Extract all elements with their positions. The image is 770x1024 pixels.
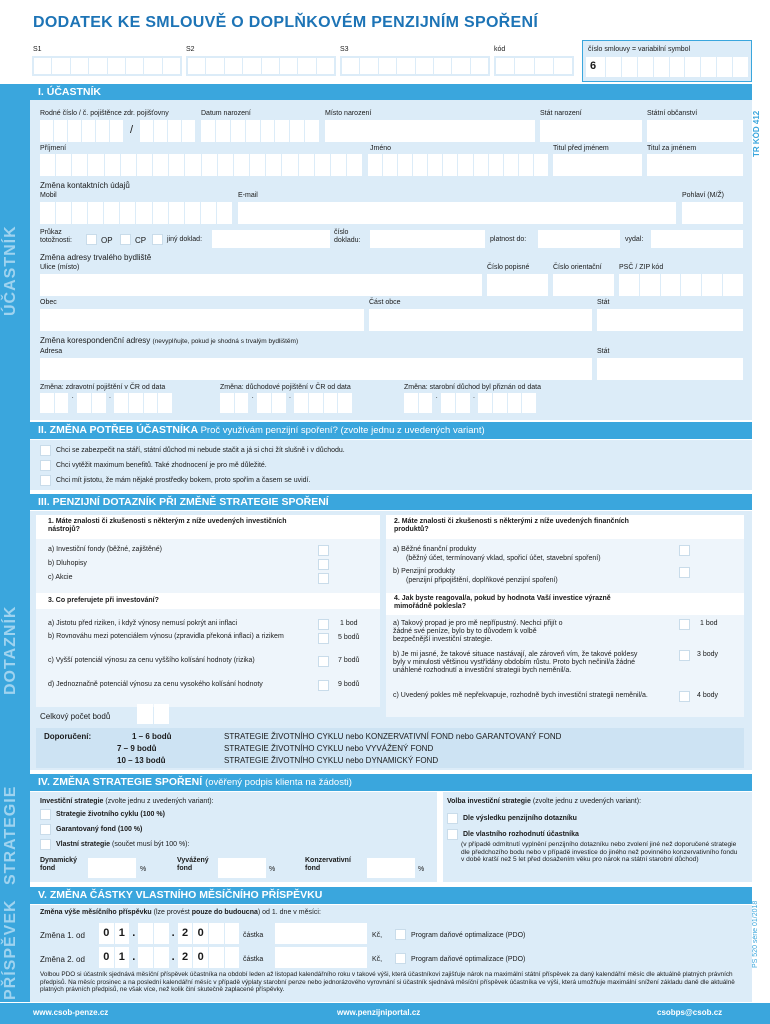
change-1-currency: Kč, bbox=[372, 932, 383, 939]
rec-1-points: 1 – 6 bodů bbox=[132, 732, 172, 741]
change-2-currency: Kč, bbox=[372, 956, 383, 963]
q4c-checkbox[interactable] bbox=[679, 691, 690, 702]
s2-label: S2 bbox=[186, 46, 195, 53]
pdo-note: Volbou PDO si účastník sjednává měsíční příspěvek účastníka na období leden až listopad kalendářního roku v takové výši, která účastníkovi zajišťuje nárok na maximální státní příspěvek za daný kalendářní měsíc dle aktuálně platných právních předpisů. Na měsíc prosinec a na poslední kalendářní měsíc v případě výplaty starobní penze nebo jednorázového vyrovnání si účastník sjednává měsíční příspěvek účastníka ve výši, která umožňuje maximální snížení základu daně dle aktuálně platných právních předpisů, ne však více, než kolik činí skutečně zaplacené příspěvky. bbox=[40, 971, 735, 994]
by-questionnaire-label: Dle výsledku penzijního dotazníku bbox=[463, 815, 577, 822]
title-before-label: Titul před jménem bbox=[553, 145, 609, 152]
change-1-pdo-label: Program daňové optimalizace (PDO) bbox=[411, 932, 526, 939]
conservative-fund-pct: % bbox=[418, 866, 425, 873]
citizenship-label: Státní občanství bbox=[647, 110, 698, 117]
rc-label: Rodné číslo / č. pojištěnce zdr. pojišťovny bbox=[40, 110, 169, 117]
street-label: Ulice (místo) bbox=[40, 264, 80, 271]
life-cycle-label: Strategie životního cyklu (100 %) bbox=[56, 811, 165, 818]
old-age-pension-label: Změna: starobní důchod byl přiznán od data bbox=[404, 384, 541, 391]
pension-insurance-date-input[interactable]: . . bbox=[220, 393, 352, 413]
health-insurance-change-label: Změna: zdravotní pojištění v ČR od data bbox=[40, 384, 166, 391]
id-card-label: Průkaz totožnosti: bbox=[40, 229, 72, 244]
psc-label: PSČ / ZIP kód bbox=[619, 264, 664, 271]
cp-label: CP bbox=[135, 236, 147, 245]
by-questionnaire-checkbox[interactable] bbox=[447, 813, 458, 824]
own-strategy-checkbox[interactable] bbox=[40, 839, 51, 850]
by-own-decision-note: (v případě odmítnutí vyplnění penzijního dotazníku nebo zvolení jiné než doporučené strategie dle předchozího bodu nebo v případě investice do jiného než povinného konzervativního fondu v době kratší než 5 let před dosažením věku pro nárok na státní starobní důchod) bbox=[461, 841, 738, 864]
s3-input[interactable] bbox=[340, 56, 490, 76]
q3b-label: b) Rovnováhu mezi potenciálem výnosu (zpravidla překoná inflaci) a rizikem bbox=[48, 633, 284, 640]
total-points-label: Celkový počet bodů bbox=[40, 712, 111, 721]
s3-label: S3 bbox=[340, 46, 349, 53]
other-doc-checkbox[interactable] bbox=[152, 234, 163, 245]
q2a-sub: (běžný účet, termínovaný vklad, spořicí účet, stavební spoření) bbox=[406, 555, 601, 562]
footer-email[interactable]: csobps@csob.cz bbox=[657, 1008, 723, 1017]
title-after-input[interactable] bbox=[647, 154, 743, 176]
q3-text: 3. Co preferujete při investování? bbox=[48, 597, 159, 604]
q3c-checkbox[interactable] bbox=[318, 656, 329, 667]
guaranteed-fund-label: Garantovaný fond (100 %) bbox=[56, 826, 143, 833]
need-option-1-checkbox[interactable] bbox=[40, 445, 51, 456]
q4a-points: 1 bod bbox=[700, 620, 718, 627]
need-option-3-checkbox[interactable] bbox=[40, 475, 51, 486]
q3d-points: 9 bodů bbox=[338, 681, 360, 688]
q3b-points: 5 bodů bbox=[338, 634, 360, 641]
balanced-fund-label: Vyvážený fond bbox=[177, 857, 209, 873]
contribution-intro: Změna výše měsíčního příspěvku (lze provést pouze do budoucna) od 1. dne v měsíci: bbox=[40, 909, 321, 916]
birth-date-label: Datum narození bbox=[201, 110, 251, 117]
q4b-label: b) Je mi jasné, že takové situace nastávají, ale zároveň vím, že takové poklesy byly v minulosti většinou vystřídány obdobím růstu. Proto bych nečinil/a žádné unáhlené rozhodnutí a investiční strategii bych neměnil/a. bbox=[393, 651, 638, 675]
q1b-checkbox[interactable] bbox=[318, 559, 329, 570]
change-1-label: Změna 1. od bbox=[40, 931, 85, 940]
contract-number-input[interactable]: 6 bbox=[586, 57, 748, 77]
section-3-header: III. PENZIJNÍ DOTAZNÍK PŘI ZMĚNĚ STRATEGIE SPOŘENÍ bbox=[30, 494, 752, 510]
orientation-number-input[interactable] bbox=[553, 274, 614, 296]
birth-state-label: Stát narození bbox=[540, 110, 582, 117]
rec-2-text: STRATEGIE ŽIVOTNÍHO CYKLU nebo VYVÁŽENÝ FOND bbox=[224, 744, 434, 753]
change-1-amount-input[interactable] bbox=[275, 923, 367, 944]
side-label-dotaznik: DOTAZNÍK bbox=[2, 605, 19, 695]
doc-number-input[interactable] bbox=[370, 230, 485, 248]
issuer-label: vydal: bbox=[625, 236, 644, 243]
own-strategy-label: Vlastní strategie (součet musí být 100 %): bbox=[56, 841, 190, 848]
change-2-amount-label: částka bbox=[243, 956, 264, 963]
q4c-points: 4 body bbox=[697, 692, 719, 699]
q4-text: 4. Jak byste reagoval/a, pokud by hodnota Vaší investice výrazně mimořádně poklesla? bbox=[394, 595, 611, 611]
conservative-fund-input[interactable] bbox=[367, 858, 415, 878]
kod-label: kód bbox=[494, 46, 506, 53]
valid-until-label: platnost do: bbox=[490, 236, 527, 243]
house-number-label: Číslo popisné bbox=[487, 264, 530, 271]
birth-date-input[interactable] bbox=[201, 120, 319, 142]
dynamic-fund-label: Dynamický fond bbox=[40, 857, 77, 873]
tr-kod: TR KÓD 412 bbox=[752, 110, 761, 157]
q3c-label: c) Vyšší potenciál výnosu za cenu vyššího kolísání hodnoty (rizika) bbox=[48, 657, 255, 664]
name-label: Jméno bbox=[370, 145, 392, 152]
life-cycle-checkbox[interactable] bbox=[40, 809, 51, 820]
gender-input[interactable] bbox=[682, 202, 743, 224]
birth-state-input[interactable] bbox=[540, 120, 642, 142]
q3d-label: d) Jednoznačně potenciál výnosu za cenu vysokého kolísání hodnoty bbox=[48, 681, 263, 688]
corr-address-change-label: Změna korespondenční adresy (nevyplňujte, pokud je shodná s trvalým bydlištěm) bbox=[40, 336, 299, 345]
corr-address-label: Adresa bbox=[40, 348, 63, 355]
q2b-label: b) Penzijní produkty bbox=[393, 568, 455, 575]
corr-state-label: Stát bbox=[597, 348, 610, 355]
change-2-label: Změna 2. od bbox=[40, 955, 85, 964]
permanent-address-change-label: Změna adresy trvalého bydliště bbox=[40, 253, 152, 262]
q2b-sub: (penzijní připojištění, doplňkové penzijní spoření) bbox=[406, 577, 558, 584]
total-points-input[interactable] bbox=[137, 704, 169, 724]
contract-number-label: číslo smlouvy = variabilní symbol bbox=[588, 46, 691, 53]
change-2-date-input[interactable]: 0 1 . . 2 0 bbox=[99, 947, 239, 968]
op-label: OP bbox=[101, 236, 113, 245]
recommendation-label: Doporučení: bbox=[44, 732, 92, 741]
q4a-checkbox[interactable] bbox=[679, 619, 690, 630]
town-part-label: Část obce bbox=[369, 299, 401, 306]
section-2-header: II. ZMĚNA POTŘEB ÚČASTNÍKA Proč využívám penzijní spoření? (zvolte jednu z uvedených variant) bbox=[30, 422, 752, 439]
street-input[interactable] bbox=[40, 274, 482, 296]
town-part-input[interactable] bbox=[369, 309, 592, 331]
surname-label: Příjmení bbox=[40, 145, 67, 152]
q2a-checkbox[interactable] bbox=[679, 545, 690, 556]
email-input[interactable] bbox=[238, 202, 676, 224]
rec-3-text: STRATEGIE ŽIVOTNÍHO CYKLU nebo DYNAMICKÝ FOND bbox=[224, 756, 439, 765]
q4a-label: a) Takový propad je pro mě nepřípustný. Nechci přijít o žádné své peníze, bylo by to důvodem k volbě bezpečnější investiční strategie. bbox=[393, 620, 563, 644]
s1-input[interactable] bbox=[32, 56, 182, 76]
birth-place-label: Místo narození bbox=[325, 110, 372, 117]
by-own-decision-checkbox[interactable] bbox=[447, 829, 458, 840]
form-title: DODATEK KE SMLOUVĚ O DOPLŇKOVÉM PENZIJNÍM SPOŘENÍ bbox=[33, 14, 539, 31]
rec-2-points: 7 – 9 bodů bbox=[117, 744, 157, 753]
dynamic-fund-pct: % bbox=[140, 866, 147, 873]
state-label: Stát bbox=[597, 299, 610, 306]
need-option-3-label: Chci mít jistotu, že mám nějaké prostředky bokem, proto spořím a časem se uvidí. bbox=[56, 477, 311, 484]
mobile-label: Mobil bbox=[40, 192, 57, 199]
need-option-2-label: Chci vytěžit maximum benefitů. Také zhodnocení je pro mě důležité. bbox=[56, 462, 267, 469]
doc-number-label: číslo dokladu: bbox=[334, 229, 361, 244]
pension-insurance-change-label: Změna: důchodové pojištění v ČR od data bbox=[220, 384, 351, 391]
section-1-header: I. ÚČASTNÍK bbox=[30, 84, 752, 100]
balanced-fund-input[interactable] bbox=[218, 858, 266, 878]
kod-input[interactable] bbox=[494, 56, 574, 76]
valid-until-input[interactable] bbox=[538, 230, 620, 248]
q3c-points: 7 bodů bbox=[338, 657, 360, 664]
title-before-input[interactable] bbox=[553, 154, 642, 176]
q3a-label: a) Jistotu před riziken, i když výnosy nemusí pokrýt ani inflaci bbox=[48, 620, 238, 627]
rec-3-points: 10 – 13 bodů bbox=[117, 756, 166, 765]
balanced-fund-pct: % bbox=[269, 866, 276, 873]
need-option-1-label: Chci se zabezpečit na stáří, státní důchod mi nebude stačit a já si chci žít slušně i v důchodu. bbox=[56, 447, 345, 454]
name-input[interactable] bbox=[368, 154, 548, 176]
footer-web-csob-penze[interactable]: www.csob-penze.cz bbox=[33, 1008, 109, 1017]
surname-input[interactable] bbox=[40, 154, 362, 176]
town-label: Obec bbox=[40, 299, 57, 306]
email-label: E-mail bbox=[238, 192, 258, 199]
title-after-label: Titul za jménem bbox=[647, 145, 697, 152]
strategy-choice-label: Volba investiční strategie (zvolte jednu z uvedených variant): bbox=[447, 798, 642, 805]
q3b-checkbox[interactable] bbox=[318, 633, 329, 644]
contact-change-label: Změna kontaktních údajů bbox=[40, 181, 130, 190]
gender-label: Pohlaví (M/Ž) bbox=[682, 192, 725, 199]
change-1-date-input[interactable]: 0 1 . . 2 0 bbox=[99, 923, 239, 944]
q1c-label: c) Akcie bbox=[48, 574, 73, 581]
q3d-checkbox[interactable] bbox=[318, 680, 329, 691]
q1b-label: b) Dluhopisy bbox=[48, 560, 87, 567]
corr-state-input[interactable] bbox=[597, 358, 743, 380]
change-1-amount-label: částka bbox=[243, 932, 264, 939]
rec-1-text: STRATEGIE ŽIVOTNÍHO CYKLU nebo KONZERVATIVNÍ FOND nebo GARANTOVANÝ FOND bbox=[224, 732, 562, 741]
s2-input[interactable] bbox=[186, 56, 336, 76]
corr-address-input[interactable] bbox=[40, 358, 592, 380]
section-4-divider bbox=[437, 792, 443, 882]
op-checkbox[interactable] bbox=[86, 234, 97, 245]
section-5-header: V. ZMĚNA ČÁSTKY VLASTNÍHO MĚSÍČNÍHO PŘÍSPĚVKU bbox=[30, 887, 752, 904]
q1-text: 1. Máte znalosti či zkušenosti s některým z níže uvedených investičních nástrojů? bbox=[48, 518, 287, 534]
health-insurance-date-input[interactable]: . . bbox=[40, 393, 172, 413]
house-number-input[interactable] bbox=[487, 274, 548, 296]
change-2-amount-input[interactable] bbox=[275, 947, 367, 968]
side-label-prispevek: PŘÍSPĚVEK bbox=[2, 899, 19, 1000]
section-4-header: IV. ZMĚNA STRATEGIE SPOŘENÍ (ověřený podpis klienta na žádosti) bbox=[30, 774, 752, 791]
q1c-checkbox[interactable] bbox=[318, 573, 329, 584]
birth-place-input[interactable] bbox=[325, 120, 535, 142]
s1-label: S1 bbox=[33, 46, 42, 53]
need-option-2-checkbox[interactable] bbox=[40, 460, 51, 471]
q3a-checkbox[interactable] bbox=[318, 619, 329, 630]
by-own-decision-label: Dle vlastního rozhodnutí účastníka bbox=[463, 831, 579, 838]
guaranteed-fund-checkbox[interactable] bbox=[40, 824, 51, 835]
q2-text: 2. Máte znalosti či zkušenosti s některými z níže uvedených finančních produktů? bbox=[394, 518, 629, 534]
q2b-checkbox[interactable] bbox=[679, 567, 690, 578]
q1a-label: a) Investiční fondy (běžné, zajištěné) bbox=[48, 546, 163, 553]
dynamic-fund-input[interactable] bbox=[88, 858, 136, 878]
series-code: PS 520 série 01/2018 bbox=[752, 900, 759, 968]
q4b-checkbox[interactable] bbox=[679, 650, 690, 661]
conservative-fund-label: Konzervativní fond bbox=[305, 857, 351, 873]
q2a-label: a) Běžné finanční produkty bbox=[393, 546, 477, 553]
old-age-pension-date-input[interactable]: . . bbox=[404, 393, 536, 413]
town-input[interactable] bbox=[40, 309, 364, 331]
q4c-label: c) Uvedený pokles mě nepřekvapuje, rozhodně bych investiční strategii neměnil/a. bbox=[393, 692, 648, 699]
side-label-strategie: STRATEGIE bbox=[2, 785, 19, 885]
q1a-checkbox[interactable] bbox=[318, 545, 329, 556]
citizenship-input[interactable] bbox=[647, 120, 743, 142]
psc-input[interactable] bbox=[619, 274, 743, 296]
side-label-ucastnik: ÚČASTNÍK bbox=[2, 225, 19, 316]
change-2-pdo-label: Program daňové optimalizace (PDO) bbox=[411, 956, 526, 963]
rc-input[interactable]: / bbox=[40, 120, 195, 142]
q3a-points: 1 bod bbox=[340, 620, 358, 627]
footer-web-penzijniportal[interactable]: www.penzijniportal.cz bbox=[337, 1008, 421, 1017]
other-doc-input[interactable] bbox=[212, 230, 330, 248]
change-1-pdo-checkbox[interactable] bbox=[395, 929, 406, 940]
state-input[interactable] bbox=[597, 309, 743, 331]
orientation-number-label: Číslo orientační bbox=[553, 264, 602, 271]
change-2-pdo-checkbox[interactable] bbox=[395, 953, 406, 964]
q4b-points: 3 body bbox=[697, 651, 719, 658]
cp-checkbox[interactable] bbox=[120, 234, 131, 245]
other-doc-label: jiný doklad: bbox=[167, 236, 203, 243]
mobile-input[interactable] bbox=[40, 202, 232, 224]
issuer-input[interactable] bbox=[651, 230, 743, 248]
investment-strategy-label: Investiční strategie (zvolte jednu z uvedených variant): bbox=[40, 798, 214, 805]
